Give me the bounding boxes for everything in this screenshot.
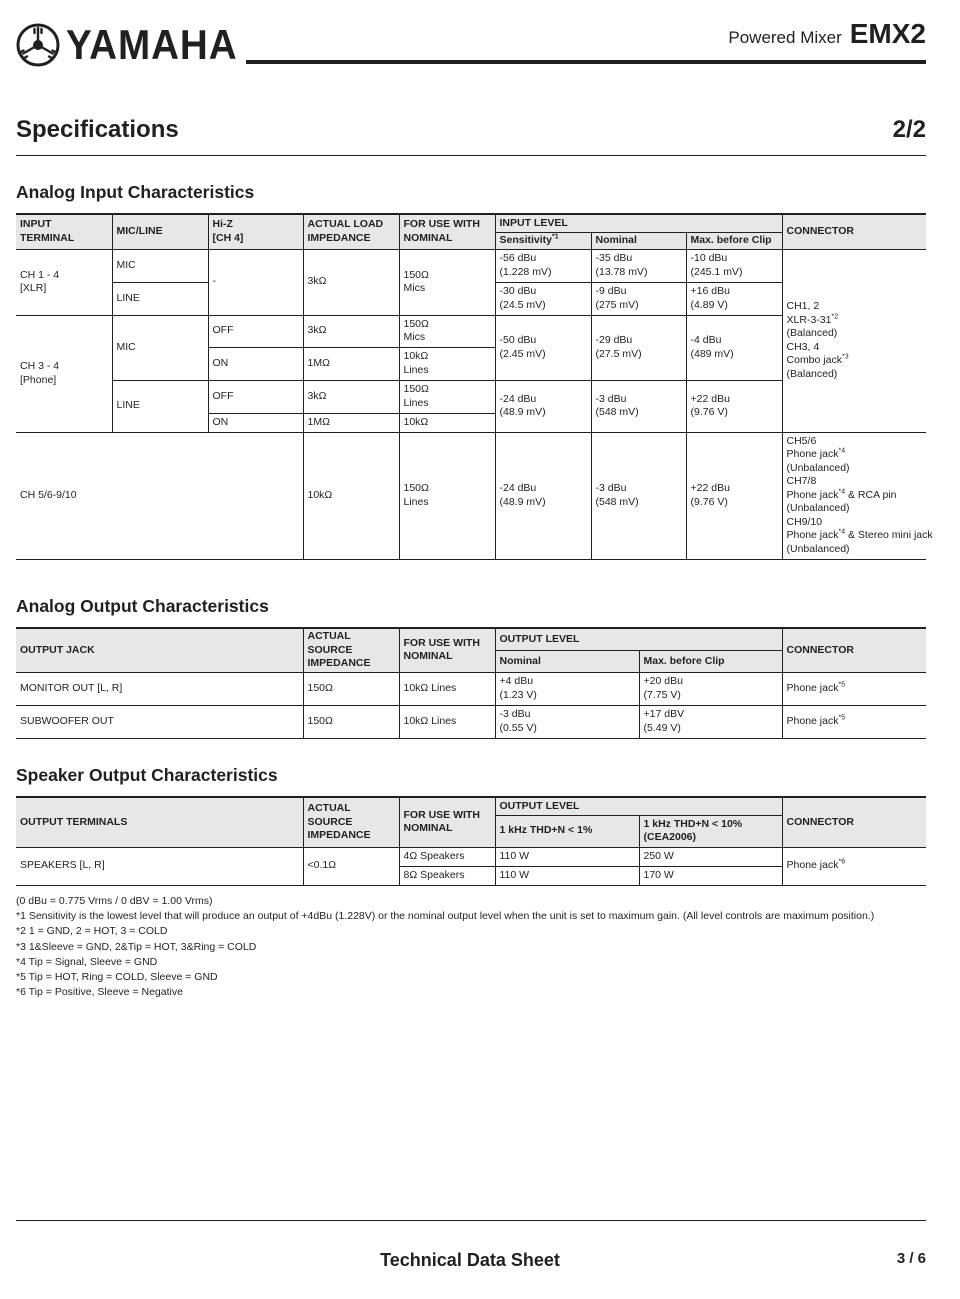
note-5: *5 Tip = HOT, Ring = COLD, Sleeve = GND: [16, 971, 218, 984]
ch34-line-off-nominal: 150Ω Lines: [399, 380, 495, 413]
ch34-mic-off-impedance: 3kΩ: [303, 315, 399, 347]
ch34-mic-hiz-off: OFF: [208, 315, 303, 347]
ch34-mic-nom: -29 dBu (27.5 mV): [591, 315, 686, 380]
hdr-nominal: FOR USE WITH NOMINAL: [399, 214, 495, 249]
connector-ch14: CH1, 2 XLR-3-31$^{*2}$ (Balanced) CH3, 4 Combo jack$^{*3}$ (Balanced): [782, 249, 926, 432]
brand-wordmark: YAMAHA: [66, 21, 238, 68]
footnotes: [16, 894, 874, 1000]
hdr-thd-10: 1 kHz THD+N < 10% (CEA2006): [639, 815, 782, 847]
ch34-mic-hiz-on: ON: [208, 347, 303, 380]
speaker-thd10: 250 W: [639, 847, 782, 866]
output-nom-level: +4 dBu (1.23 V): [495, 672, 639, 705]
output-connector: Phone jack$^{*5}$: [782, 672, 926, 705]
ch510-max: +22 dBu (9.76 V): [686, 432, 782, 559]
footer-rule: [16, 1220, 926, 1221]
ch34-line-max: +22 dBu (9.76 V): [686, 380, 782, 432]
note-3: *3 1&Sleeve = GND, 2&Tip = HOT, 3&Ring = COLD: [16, 940, 257, 953]
ch34-line-on-nominal: 10kΩ: [399, 413, 495, 432]
speaker-thd10: 170 W: [639, 866, 782, 885]
hdr-max-clip: Max. before Clip: [639, 651, 782, 672]
tuning-forks-emblem-icon: [16, 23, 60, 67]
speaker-nominal: 4Ω Speakers: [399, 847, 495, 866]
speaker-impedance: <0.1Ω: [303, 847, 399, 885]
table-row: [16, 249, 926, 282]
ch14-line-label: LINE: [112, 282, 208, 315]
note-4: *4 Tip = Signal, Sleeve = GND: [16, 955, 158, 968]
ch34-line-sens: -24 dBu (48.9 mV): [495, 380, 591, 432]
table-row: [16, 705, 926, 738]
header-model: EMX2: [849, 18, 926, 49]
output-nominal: 10kΩ Lines: [399, 672, 495, 705]
hdr-hiz: Hi-Z [CH 4]: [208, 214, 303, 249]
speaker-terminal: SPEAKERS [L, R]: [16, 847, 303, 885]
note-ref: (0 dBu = 0.775 Vrms / 0 dBV = 1.00 Vrms): [16, 895, 213, 907]
ch14-mic-label: MIC: [112, 249, 208, 282]
ch510-nominal: 150Ω Lines: [399, 432, 495, 559]
hdr-nominal-level: Nominal: [495, 651, 639, 672]
ch34-terminal: CH 3 - 4 [Phone]: [16, 315, 112, 432]
analog-input-title: Analog Input Characteristics: [16, 182, 255, 202]
ch34-line-hiz-on: ON: [208, 413, 303, 432]
hdr-input-level: INPUT LEVEL: [495, 214, 782, 232]
hdr-max-clip: Max. before Clip: [686, 232, 782, 249]
ch510-impedance: 10kΩ: [303, 432, 399, 559]
ch34-mic-max: -4 dBu (489 mV): [686, 315, 782, 380]
hdr-input-terminal: INPUT TERMINAL: [16, 214, 112, 249]
header-rule: [246, 60, 926, 64]
speaker-output-table: [16, 796, 926, 886]
ch14-mic-sens: -56 dBu (1.228 mV): [495, 249, 591, 282]
ch34-line-nom: -3 dBu (548 mV): [591, 380, 686, 432]
ch34-mic-off-nominal: 150Ω Mics: [399, 315, 495, 347]
ch14-nominal: 150Ω Mics: [399, 249, 495, 315]
hdr-source-impedance: ACTUAL SOURCE IMPEDANCE: [303, 628, 399, 672]
speaker-thd1: 110 W: [495, 847, 639, 866]
ch14-impedance: 3kΩ: [303, 249, 399, 315]
hdr-thd-1: 1 kHz THD+N < 1%: [495, 815, 639, 847]
output-nom-level: -3 dBu (0.55 V): [495, 705, 639, 738]
output-connector: Phone jack$^{*5}$: [782, 705, 926, 738]
ch14-mic-max: -10 dBu (245.1 mV): [686, 249, 782, 282]
ch14-line-max: +16 dBu (4.89 V): [686, 282, 782, 315]
analog-output-table: [16, 627, 926, 739]
speaker-nominal: 8Ω Speakers: [399, 866, 495, 885]
table-row: [16, 672, 926, 705]
ch14-mic-nom: -35 dBu (13.78 mV): [591, 249, 686, 282]
page-number: 3 / 6: [896, 1250, 926, 1267]
speaker-thd1: 110 W: [495, 866, 639, 885]
footer-title: Technical Data Sheet: [380, 1250, 560, 1270]
section-page-count: 2/2: [892, 116, 926, 143]
hdr-output-level: OUTPUT LEVEL: [495, 797, 782, 815]
hdr-output-terminals: OUTPUT TERMINALS: [16, 797, 303, 847]
ch34-mic-on-impedance: 1MΩ: [303, 347, 399, 380]
hdr-output-level: OUTPUT LEVEL: [495, 628, 782, 651]
output-max-level: +20 dBu (7.75 V): [639, 672, 782, 705]
ch34-line-label: LINE: [112, 380, 208, 432]
yamaha-logo: [16, 23, 252, 67]
table-row: [16, 847, 926, 866]
header-product: [728, 18, 926, 50]
ch510-sens: -24 dBu (48.9 mV): [495, 432, 591, 559]
hdr-source-impedance: ACTUAL SOURCE IMPEDANCE: [303, 797, 399, 847]
hdr-nominal: FOR USE WITH NOMINAL: [399, 797, 495, 847]
output-impedance: 150Ω: [303, 705, 399, 738]
speaker-output-title: Speaker Output Characteristics: [16, 765, 278, 785]
hdr-output-jack: OUTPUT JACK: [16, 628, 303, 672]
ch34-line-off-impedance: 3kΩ: [303, 380, 399, 413]
title-rule: [16, 155, 926, 156]
ch14-terminal: CH 1 - 4 [XLR]: [16, 249, 112, 315]
ch14-hiz: -: [208, 249, 303, 315]
output-impedance: 150Ω: [303, 672, 399, 705]
ch510-terminal: CH 5/6-9/10: [16, 432, 303, 559]
hdr-mic-line: MIC/LINE: [112, 214, 208, 249]
hdr-connector: CONNECTOR: [782, 214, 926, 249]
hdr-connector: CONNECTOR: [782, 797, 926, 847]
ch34-mic-label: MIC: [112, 315, 208, 380]
page-title: Specifications: [16, 116, 179, 143]
analog-output-title: Analog Output Characteristics: [16, 596, 269, 616]
ch34-line-hiz-off: OFF: [208, 380, 303, 413]
note-2: *2 1 = GND, 2 = HOT, 3 = COLD: [16, 925, 168, 938]
note-1: *1 Sensitivity is the lowest level that will produce an output of +4dBu (1.228V) or the nominal output level when the unit is set to maximum gain. (All level controls are maximum position.): [16, 910, 875, 923]
output-nominal: 10kΩ Lines: [399, 705, 495, 738]
connector-ch510: CH5/6 Phone jack$^{*4}$ (Unbalanced) CH7/8 Phone jack$^{*4}$ & RCA pin (Unbalanced) CH9/10 Phone jack$^{*4}$ & Stereo mini jack (Unbalanced): [782, 432, 926, 559]
header-subtitle: Powered Mixer: [728, 28, 842, 47]
table-row: [16, 432, 926, 559]
output-max-level: +17 dBV (5.49 V): [639, 705, 782, 738]
output-jack: SUBWOOFER OUT: [16, 705, 303, 738]
ch34-mic-on-nominal: 10kΩ Lines: [399, 347, 495, 380]
note-6: *6 Tip = Positive, Sleeve = Negative: [16, 986, 183, 999]
ch510-nom: -3 dBu (548 mV): [591, 432, 686, 559]
hdr-connector: CONNECTOR: [782, 628, 926, 672]
analog-input-table: [16, 213, 933, 560]
hdr-nominal: FOR USE WITH NOMINAL: [399, 628, 495, 672]
hdr-load-impedance: ACTUAL LOAD IMPEDANCE: [303, 214, 399, 249]
speaker-connector: Phone jack$^{*6}$: [782, 847, 926, 885]
hdr-nominal-level: Nominal: [591, 232, 686, 249]
hdr-sensitivity: Sensitivity$^{*1}$: [495, 232, 591, 249]
ch14-line-nom: -9 dBu (275 mV): [591, 282, 686, 315]
ch14-line-sens: -30 dBu (24.5 mV): [495, 282, 591, 315]
ch34-line-on-impedance: 1MΩ: [303, 413, 399, 432]
output-jack: MONITOR OUT [L, R]: [16, 672, 303, 705]
ch34-mic-sens: -50 dBu (2.45 mV): [495, 315, 591, 380]
